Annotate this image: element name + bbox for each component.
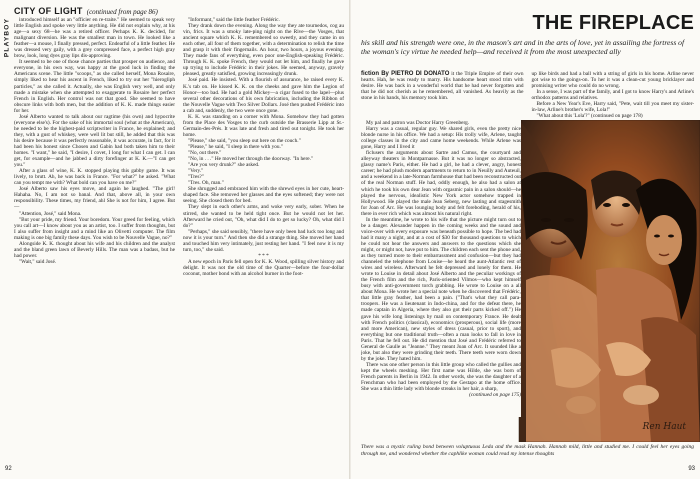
brand-label: PLAYBOY — [3, 17, 11, 58]
right-page — [351, 0, 700, 479]
paragraph: José paid. He insisted. With a flourish of assurance, he raised every K. K.'s tab on. He kissed K. K. on the cheeks and gave him the Legion of Honor—too bad. He had a gold Mickey—a cigar fused to the lapel—plus several other decorations of his own fabrication, including the Ribbon of the Nouvelle Vague with Two Silver Dollars. José then pushed Frédéric into a cab and, suddenly, the two were once gone. — [183, 77, 344, 114]
paragraph: "Perhaps," she said sensibly, "there have only been bad luck too long and now it is your turn." And then she did a strange thing. She moved her hand and touched him very intimately, just resting her hand. "I feel now it is my turn, too," she said. — [183, 228, 344, 253]
paragraph: K. K. was standing on a corner with Mona. Somehow they had gotten from the Place des Vosges to the curb outside the Brasserie Lipp at St.-Germain-des-Prés. It was late and fresh and tired out tonight. He took her home. — [183, 113, 344, 138]
story-deck: his skill and his strength were one, in the mason's art and in the arts of love, yet in assailing the fortress of the woman's icy virtue he needed help—and received it from the most unexpected ally — [361, 38, 685, 56]
paragraph: ficlusers the arguments about Sartre and Camus, the courtyard and alleyway theaters in Montparnasse. But it was no longer so abstracted, glassy name's Paris, either. He had a girl, he had a clever, angry, honest career; he had plush modern apartments to return to in Neuilly and Auteuil, and a weekend in a late-Norman farmhouse that had been reconstructed out of the real Norman stuff. He had, oddly enough, he also had a salon at which he took his own dear Jean with orgasmic pain in a salon should—he played the nervous, idealistic New York actor somehow trapped in Hollywood. He played the male Jean Seberg, new lasting and stagesmith for Joan of Arc. He was lounging body and felt foreboding, herald of his, there in ever rich which was almost his natural right. — [361, 150, 521, 217]
paragraph: Alongside K. K. thought about his wife and his children and the analyst and the bland green lawn of Beverly Hills. The man was a badass, but he had power. — [14, 240, 175, 259]
illustration — [351, 120, 700, 442]
paragraph: Harry was a casual, regular guy. We shared girls, even the pretty nice blonde nurse in his office. We had a setup: His trolly wife, Arlene, taught college classes in the city and came home weekends. While Arlene was gone, Harry and I lived it — [361, 126, 521, 151]
paragraph: "Wait," said José. — [19, 258, 57, 265]
paragraph: "Are you very drunk?" she asked. — [188, 162, 260, 169]
illustration-side-text — [361, 120, 521, 417]
paragraph: "Please," she said, "you sleep out here on the couch." — [188, 137, 301, 144]
paragraph: She shrugged and embraced him with the shrewd eyes in her cute, heart-shaped face. She removed her glasses and the eyes softened; they were not seeing. She closed them for bed. — [183, 186, 344, 205]
paragraph: Before a New Year's Eve, Harry said, "Pete, wait till you meet my sister-in-law, Arline's brother's wife, Lola!" — [531, 101, 694, 114]
paragraph: "Please," he said, "I sleep in there with you." — [188, 143, 283, 150]
paragraph: My pal and patron was Doctor Harry Greenberg. — [366, 120, 470, 126]
continued-note: (continued from page 86) — [86, 8, 158, 16]
continued-note: (continued on page 175) — [469, 392, 521, 399]
paragraph: After a glass of wine, K. K. stopped playing this gabby game. It was lively, to brutt. Ah, he was back in France. "For what?" he asked. "What can you tempt me with? What bold can you have on me?" — [14, 168, 175, 187]
opening-column-2 — [532, 71, 695, 119]
paragraph: introduced himself as an "officier en re-traite." He seemed to speak very little English and spoke very little anything. He did not explain why, at his age—a sexy 68—he was a retired officer. Perhaps K. K. decided, for malignant diversion. He was the smallest man in town. He looked like a feather—a mouse, I finally pressed, perfect. Endearful of a little feather. He was dressed very gaily, with a grey compressed face, a perfect high gray brow, look, long dyes gray lips dis-approving. — [14, 17, 175, 60]
artist-signature: Ren Haut — [642, 422, 686, 432]
story-title: THE FIREPLACE — [532, 12, 694, 34]
left-text-columns — [14, 17, 344, 465]
opening-column-1 — [361, 71, 524, 119]
paragraph: "No, in . . ." He moved her through the doorway. "In here." — [188, 156, 314, 163]
paragraph: A new epoch in Paris fell open for K. K. Wood, spilling silver history and delight. It was not the old time of the Quarter—before the four-dollar coconut, mother bond with an alcohol burner in the foot- — [183, 258, 344, 277]
opening-text-2: up like birds and had a ball with a string of girls in his home. Arline never got wise to the goings-on. To her it was a clean-cut young bricklayer and promising writer who could do no wrong. — [531, 71, 694, 90]
left-page — [0, 0, 349, 479]
paragraph: José Alberto wanted to talk about our ragtime (his own) and hypocrite (everyone else's). For the sake of his immortal soul (what at the American), he needed to be the highest-paid scriptwriter in France, he explained; and they, with a gust of whiskey, were well lit but still, he added that this was his desire because it was perfectly reasonable, it was accurate, in fact, for it had been his honest since Chosen and Gabin had both taken him to their homes. "I want," he said, "I desire, I covet, I long for what I can get. I can get, for example—and he jabbed a dirty forefinger at K. K.—"I can get you." — [14, 113, 175, 169]
text-column-1 — [14, 17, 175, 465]
opening-text: it the Triple Empire of their own hearts. Hah, he was ready to marry. His handsome heart stood trim with desire. He was back in a wonderful world that he had never forgotten and that he did not cherish as he remembered, all vanished. As heavily as the stone in his hands, his memory took him. — [361, 71, 524, 102]
story-title: CITY OF LIGHT — [14, 6, 83, 16]
paragraph: They drank down the evening. Along the way they ate tournedos, cog au vin, frics. It was a smoky late-ping night on the Rive—the Vosges, that ancient square which K. K. remembered so sweetly, and they came in on each other, all four of them together, with a determination to relish the time and grasp it with their fingernails. An hour, two hours, a joyous evening. They made fans of everything, even poor one-English-speaking Frédéric. Through K. K. spoke French, they would not let him, and finally he gave up trying to include Frédéric in their jokes. He seemed, anyway, gravely pleased, greatly satisfied, growing increasingly drunk. — [183, 23, 344, 78]
paragraph: "Attention, José," said Mona. — [19, 210, 82, 217]
magazine-brand — [3, 8, 11, 68]
story-column — [361, 120, 521, 398]
illustration-caption: There was a mystic ruling bond between voluptuous Leda and the mask Hannah. Hannah mild, little and studied me. I could feel her eyes going through me, and wondered whether the caphlike woman could read my intense thoughts — [361, 444, 694, 457]
paragraph: In a sense, I was part of the family, and I got to know Harry's and Arline's orthodox patterns and relatives. — [531, 89, 694, 102]
byline: fiction By PIETRO DI DONATO — [361, 71, 450, 77]
paragraph: There was one other person in this little group who called the gullies and kept the wheels meshing. Her first name was Hilde, she was born of French parents in Berlin in 1942. In other words, she was the daughter of a Frenchman who had been employed by the Gestapo at the home office. She was a thin little lady with blonde streaks in her hair, a sharp, — [361, 361, 521, 393]
page-number: 93 — [688, 466, 695, 472]
page-number: 92 — [5, 466, 12, 472]
paragraph: In the meantime, he wrote to his wife that the picture might turn out to be a danger. Alexander happen in the coming weeks and the sound and voice-over with every exposure was beneath possible to hope. The bed had had it many a night, and at a cost of $30 for thousand questions to which he could not hear the answers and answers to the questions which she might, or might not, have put to him. The children each sent the phone and, as they turned more to their embarrassment and confusion—but they had channeled the telephone from Louise—he heard the aunt-Atlantic rest of wires and wireless. Afterward he felt depressed and lonely for them. He wrote to Louise in detail about José Alberto and the peculiar workings of the French film and the rich, Paris-oriented Vilmos—who kept himself busy with anti-government torch grabbing. He wrote to Louise on a all about Mona. He wrote her a special note when he discovered that Frédéric, that little gray feather, had been a pain. ("That's what they call para-troopers. He was a lieutenant in Indo-china, and for the defeat there, he made captain in Algeria, where they also got their parts kicked off.") He gave his wife long listenings by mail on contemporary France. He dealt with French politics (classical), economics (prosperous), social life (more and more American), new styles of dress (casual, prior to sport), and everything but one traditional truth—often a man looks to fall in love in Paris. That he fell out. He did mention that José and Frédéric referred to General de Gaulle as "Jeanne." They meant Joan of Arc. It sounded like a joke, but also they were grinding their teeth. There teeth were worn down by the joke. They hated him. — [361, 216, 521, 362]
paragraph: "But your pride, my friend. Your boredom. Your greed for feeling, which you call art—I know about you as an artist, too. I suffer from thoughts, but I also suffer from insight and a mind like an Olivetti computer. The film making is one big family these days. You wish to be Nouvelle Vague, no?" — [14, 216, 175, 241]
paragraph: * * * — [258, 252, 269, 259]
paragraph: "No, out there." — [188, 150, 222, 157]
paragraph: "Very." — [188, 168, 204, 175]
paragraph: "Informant," said the little feather Frédéric. — [188, 17, 280, 23]
paragraph: "What about this 'Lola'?" (continued on page 178) — [536, 113, 643, 120]
paragraph: "Tres?" — [188, 174, 204, 181]
paragraph: They slept in each other's arms, and woke very early, sober. When he stirred, she wanted to be held tight once. But he would not let her. Afterward he cried out, "Oh, what did I do to get so lucky? Oh, what did I do?" — [183, 204, 344, 229]
running-head — [14, 6, 158, 16]
paragraph: It seemed to be one of those chance parties that prosper on audience, and everyone, in his own way, was happy at the good luck in finding the Americans scene. The little "scoops," as she called herself, Mona Rosaire, simply liked to hear his ascent in French, liked to try out her "hierogliph particles," as she called it. Actually, she was English very well, and only made a mistake when she attempted to exaggerate to Rosaire her perfect French in English. Her control was not that good. She seemed to have obscure links with both men, but the addition of K. K. made things easier for her. — [14, 59, 175, 114]
paragraph: "Tres. Oh, man." — [188, 180, 224, 187]
text-column-2 — [183, 17, 344, 465]
paragraph: José Alberto saw his eyes move, and again he laughed. "The girl! Hahaha. No, I am not so banal. And that, above all, in your own responsibility. These times, my friend, ahl She is not for him, I agree. But— — [14, 186, 175, 211]
opening-columns — [361, 71, 694, 119]
